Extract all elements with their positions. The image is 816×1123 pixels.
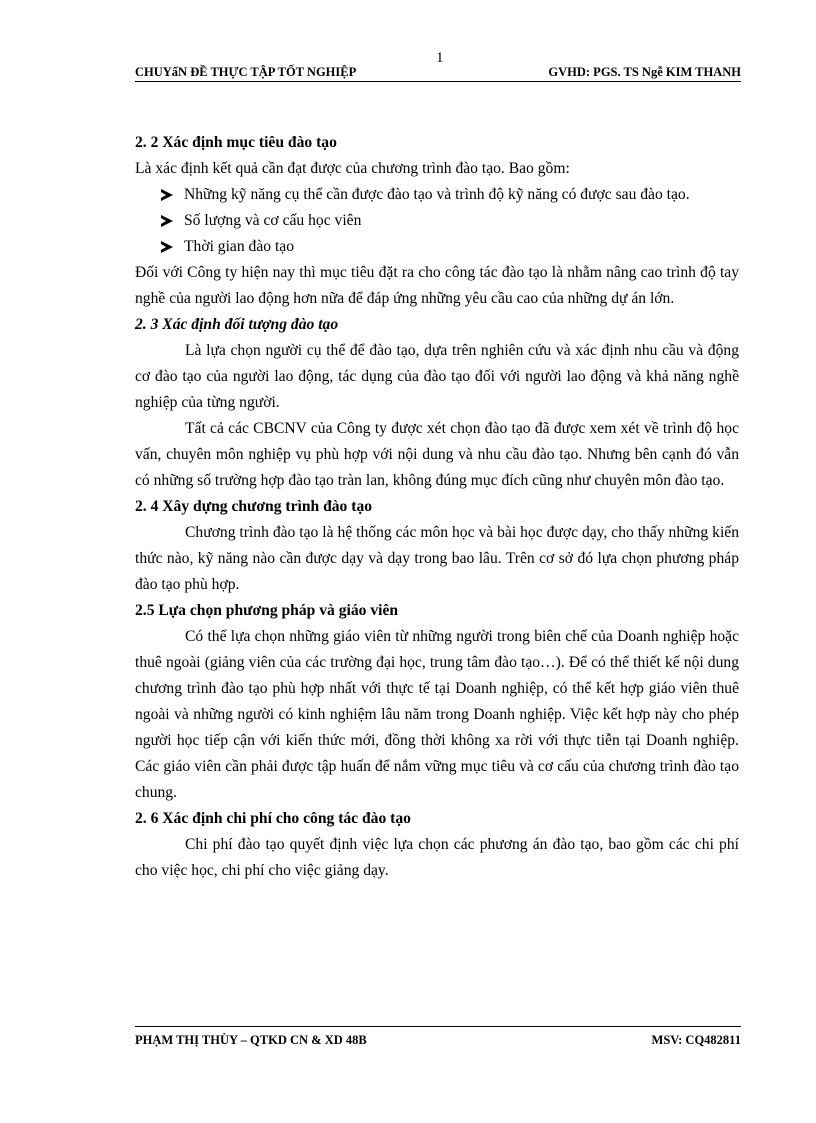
list-item-text: Số lượng và cơ cấu học viên — [184, 212, 362, 229]
arrow-bullet-icon — [161, 189, 173, 201]
paragraph: Chương trình đào tạo là hệ thống các môn học và bài học được dạy, cho thấy những kiến thức nào, kỹ năng nào cần được dạy và dạy trong bao lâu. Trên cơ sở đó lựa chọn phương pháp đào tạo phù hợp. — [135, 524, 739, 593]
paragraph: Đối với Công ty hiện nay thì mục tiêu đặt ra cho công tác đào tạo là nhằm nâng cao trình độ tay nghề của người lao động hơn nữa để đáp ứng những yêu cầu cao của những dự án lớn. — [135, 264, 739, 307]
document-body — [135, 130, 739, 884]
list-item — [135, 182, 739, 208]
footer-student-id: MSV: CQ482811 — [651, 1033, 741, 1047]
section-heading: 2. 2 Xác định mục tiêu đào tạo — [135, 134, 337, 151]
paragraph: Là xác định kết quả cần đạt được của chương trình đào tạo. Bao gồm: — [135, 160, 570, 177]
list-item-text: Thời gian đào tạo — [184, 238, 295, 255]
header-advisor: GVHD: PGS. TS Ngễ KIM THANH — [548, 65, 741, 79]
section-heading: 2. 4 Xây dựng chương trình đào tạo — [135, 498, 373, 515]
paragraph: Tất cả các CBCNV của Công ty được xét chọn đào tạo đã được xem xét về trình độ học vấn, chuyên môn nghiệp vụ phù hợp với nội dung và nhu cầu đào tạo. Nhưng bên cạnh đó vẫn có những số trường hợp đào tạo tràn lan, không đúng mục đích cũng như chuyên môn đào tạo. — [135, 420, 739, 489]
page-number: 1 — [436, 50, 444, 66]
paragraph: Là lựa chọn người cụ thể để đào tạo, dựa trên nghiên cứu và xác định nhu cầu và động cơ đào tạo của người lao động, tác dụng của đào tạo đối với người lao động và khả năng nghề nghiệp của từng người. — [135, 342, 739, 411]
section-heading: 2. 3 Xác định đối tượng đào tạo — [135, 316, 339, 333]
list-item-text: Những kỹ năng cụ thể cần được đào tạo và trình độ kỹ năng có được sau đào tạo. — [184, 186, 690, 203]
footer-author: PHẠM THỊ THÙY – QTKD CN & XD 48B — [135, 1033, 367, 1047]
bullet-list — [135, 182, 739, 260]
section-heading: 2. 6 Xác định chi phí cho công tác đào tạo — [135, 810, 411, 827]
arrow-bullet-icon — [161, 215, 173, 227]
section-heading: 2.5 Lựa chọn phương pháp và giáo viên — [135, 602, 399, 619]
paragraph: Chi phí đào tạo quyết định việc lựa chọn các phương án đào tạo, bao gồm các chi phí cho việc học, chi phí cho việc giảng dạy. — [135, 836, 739, 879]
arrow-bullet-icon — [161, 241, 173, 253]
header-title: CHUYấN ĐỀ THỰC TẬP TỐT NGHIỆP — [135, 65, 357, 79]
list-item — [135, 234, 739, 260]
paragraph: Có thể lựa chọn những giáo viên từ những người trong biên chế của Doanh nghiệp hoặc thuê ngoài (giảng viên của các trường đại học, trung tâm đào tạo…). Để có thể thiết kế nội dung chương trình đào tạo phù hợp nhất với thực tế tại Doanh nghiệp, có thể kết hợp giáo viên thuê ngoài và những người có kinh nghiệm lâu năm trong Doanh nghiệp. Việc kết hợp này cho phép người học tiếp cận với kiến thức mới, đồng thời không xa rời với thực tiễn tại Doanh nghiệp. Các giáo viên cần phải được tập huấn để nắm vững mục tiêu và cơ cấu của chương trình đào tạo chung. — [135, 628, 739, 801]
page-footer — [135, 1026, 741, 1049]
list-item — [135, 208, 739, 234]
page-header — [135, 63, 741, 82]
